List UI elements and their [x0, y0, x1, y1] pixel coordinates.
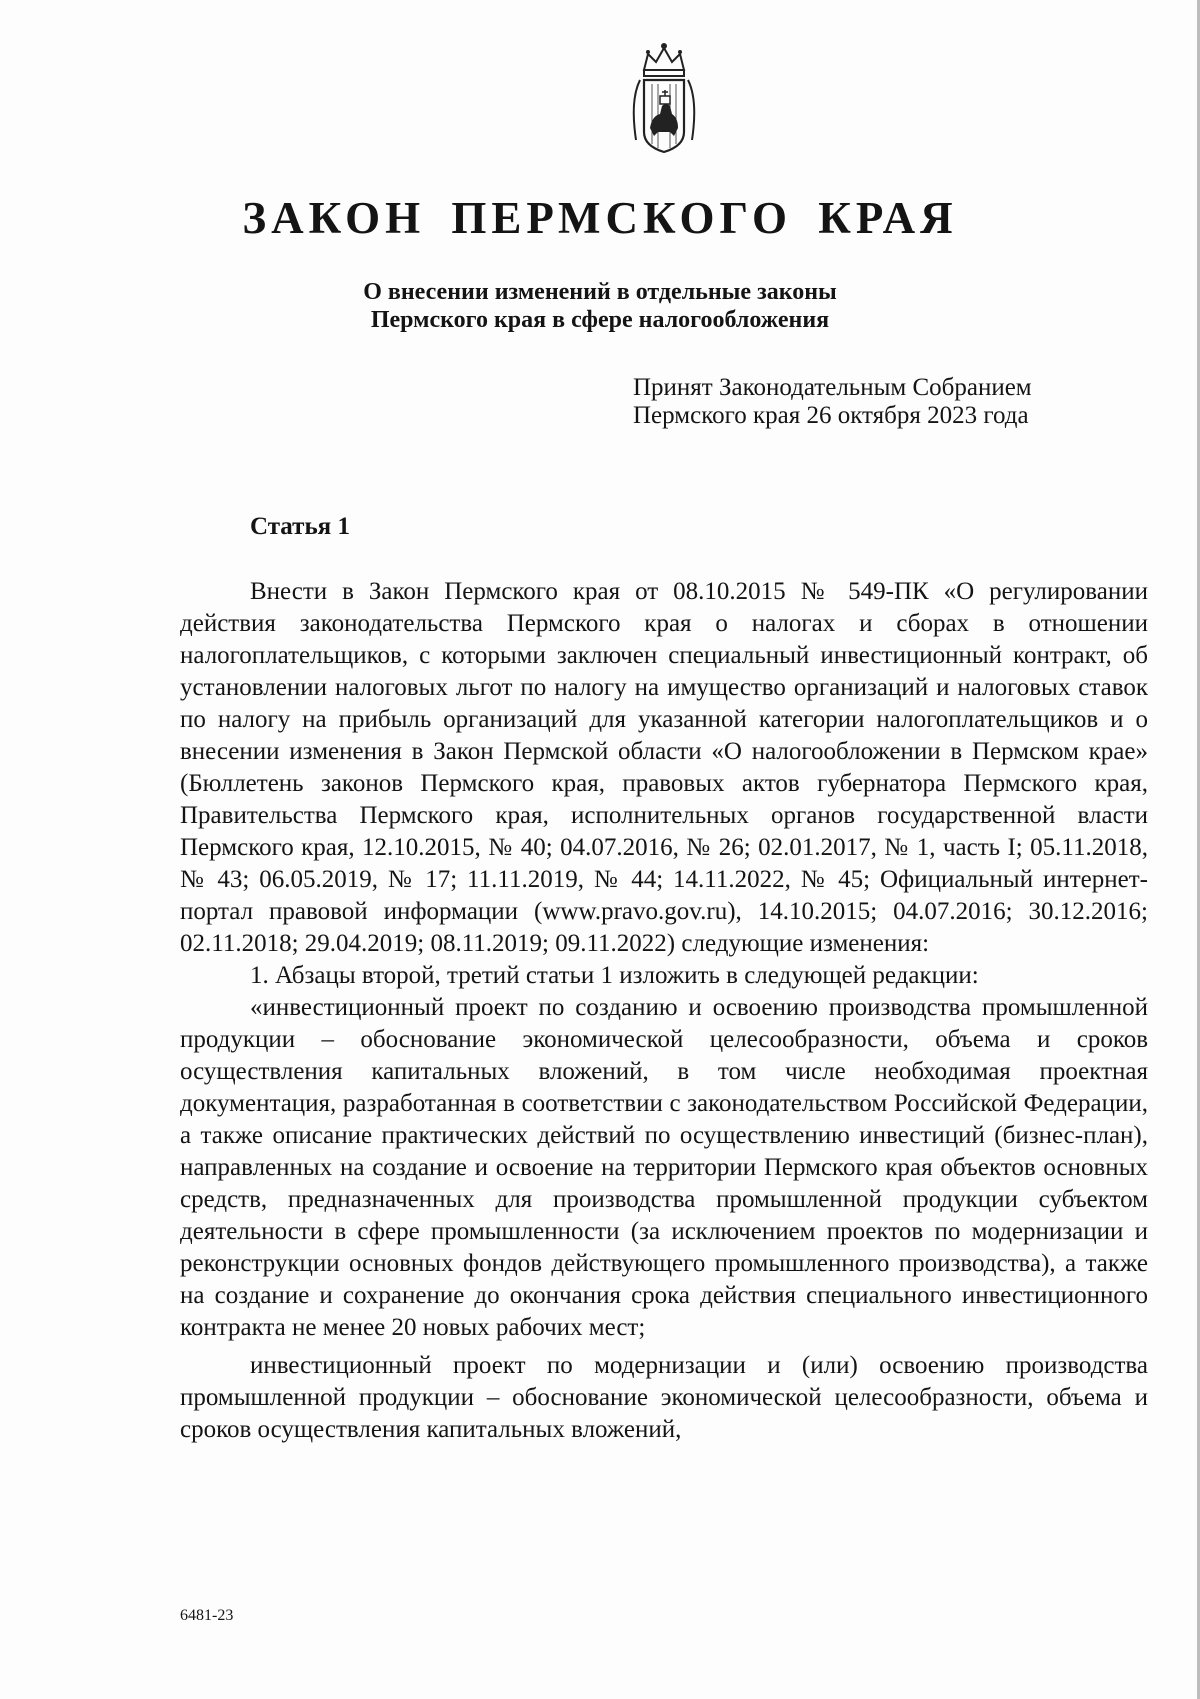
article-body — [180, 576, 1148, 1446]
adoption-note — [633, 374, 1032, 430]
adoption-line-1: Принят Законодательным Собранием — [633, 374, 1032, 401]
paragraph-amendment-intro: Внести в Закон Пермского края от 08.10.2015 № 549-ПК «О регулировании действия законодательства Пермского края о налогах и сборах в отношении налогоплательщиков, с которыми заключен специальный инвестиционный контракт, об установлении налоговых льгот по налогу на имущество организаций и налоговых ставок по налогу на прибыль организаций для указанной категории налогоплательщиков и о внесении изменения в Закон Пермской области «О налогообложении в Пермском крае» (Бюллетень законов Пермского края, правовых актов губернатора Пермского края, Правительства Пермского края, исполнительных органов государственной власти Пермского края, 12.10.2015, № 40; 04.07.2016, № 26; 02.01.2017, № 1, часть I; 05.11.2018, № 43; 06.05.2019, № 17; 11.11.2019, № 44; 14.11.2022, № 45; Официальный интернет-портал правовой информации (www.pravo.gov.ru), 14.10.2015; 04.07.2016; 30.12.2016; 02.11.2018; 29.04.2019; 08.11.2019; 09.11.2022) следующие изменения: — [180, 578, 1148, 957]
paragraph-item-1: 1. Абзацы второй, третий статьи 1 изложить в следующей редакции: — [250, 962, 979, 989]
document-code: 6481-23 — [180, 1607, 234, 1624]
paragraph-quoted-definition-1: «инвестиционный проект по созданию и освоению производства промышленной продукции – обоснование экономической целесообразности, объема и сроков осуществления капитальных вложений, в том числе необходимая проектная документация, разработанная в соответствии с законодательством Российской Федерации, а также описание практических действий по осуществлению инвестиций (бизнес-план), направленных на создание и освоение на территории Пермского края объектов основных средств, предназначенных для производства промышленной продукции субъектом деятельности в сфере промышленности (за исключением проектов по модернизации и реконструкции основных фондов действующего промышленного производства), а также на создание и сохранение до окончания срока действия специального инвестиционного контракта не менее 20 новых рабочих мест; — [180, 994, 1148, 1341]
document-title: ЗАКОН ПЕРМСКОГО КРАЯ — [242, 193, 958, 243]
article-heading: Статья 1 — [250, 513, 350, 540]
perm-krai-coat-of-arms-icon — [622, 40, 706, 156]
adoption-line-2: Пермского края 26 октября 2023 года — [633, 402, 1029, 429]
subtitle-line-2: Пермского края в сфере налогообложения — [370, 307, 830, 333]
document-subtitle — [0, 278, 1200, 334]
subtitle-line-1: О внесении изменений в отдельные законы — [363, 279, 837, 305]
paragraph-quoted-definition-2: инвестиционный проект по модернизации и (или) освоению производства промышленной продукции – обоснование экономической целесообразности, объема и сроков осуществления капитальных вложений, — [180, 1352, 1148, 1443]
